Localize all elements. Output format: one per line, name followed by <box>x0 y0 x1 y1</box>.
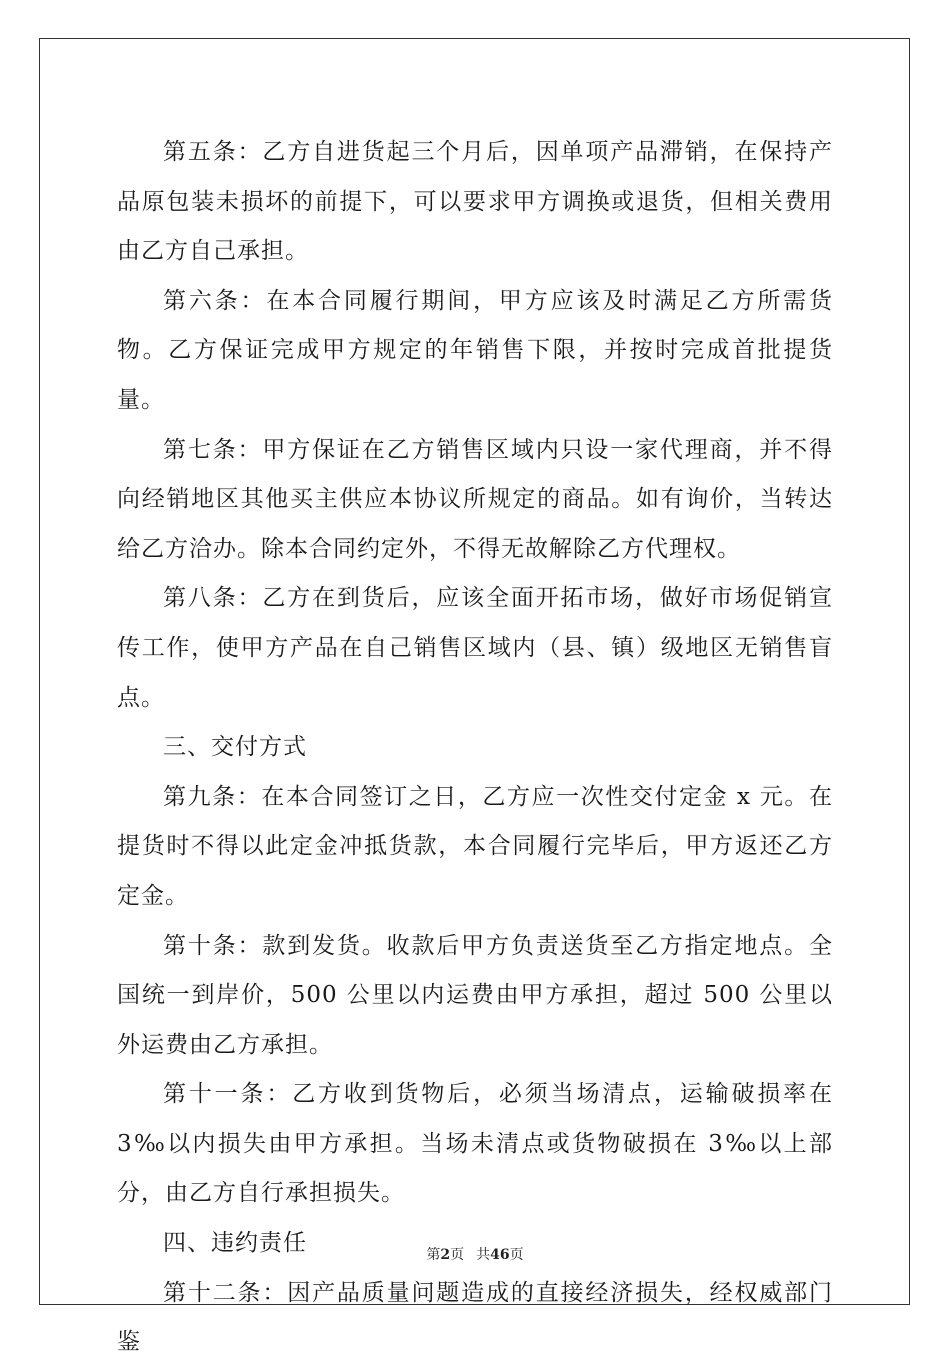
section-heading-liability: 四、违约责任 <box>163 1230 307 1257</box>
paragraph-article-11: 第十一条：乙方收到货物后，必须当场清点，运输破损率在 3‰以内损失由甲方承担。当场未清点或货物破损在 3‰以上部分，由乙方自行承担损失。 <box>117 1081 833 1207</box>
total-prefix: 共 <box>476 1247 491 1263</box>
paragraph-article-9: 第九条：在本合同签订之日，乙方应一次性交付定金 x 元。在提货时不得以此定金冲抵货款，本合同履行完毕后，甲方返还乙方定金。 <box>117 783 833 909</box>
page-footer <box>0 1246 950 1264</box>
page-current: 2 <box>440 1247 451 1263</box>
page-suffix: 页 <box>450 1247 465 1263</box>
paragraph-article-12: 第十二条：因产品质量问题造成的直接经济损失，经权威部门鉴 <box>117 1279 833 1356</box>
section-heading-delivery: 三、交付方式 <box>163 734 307 761</box>
paragraph-article-7: 第七条：甲方保证在乙方销售区域内只设一家代理商，并不得向经销地区其他买主供应本协议所规定的商品。如有询价，当转达给乙方洽办。除本合同约定外，不得无故解除乙方代理权。 <box>117 436 833 562</box>
total-suffix: 页 <box>509 1247 524 1263</box>
page-prefix: 第 <box>426 1247 441 1263</box>
paragraph-article-5: 第五条：乙方自进货起三个月后，因单项产品滞销，在保持产品原包装未损坏的前提下，可以要求甲方调换或退货，但相关费用由乙方自己承担。 <box>117 139 833 265</box>
paragraph-article-10: 第十条：款到发货。收款后甲方负责送货至乙方指定地点。全国统一到岸价，500 公里以内运费由甲方承担，超过 500 公里以外运费由乙方承担。 <box>117 932 833 1058</box>
paragraph-article-6: 第六条：在本合同履行期间，甲方应该及时满足乙方所需货物。乙方保证完成甲方规定的年销售下限，并按时完成首批提货量。 <box>117 287 833 413</box>
page-total: 46 <box>490 1247 510 1263</box>
paragraph-article-8: 第八条：乙方在到货后，应该全面开拓市场，做好市场促销宣传工作，使甲方产品在自己销售区域内（县、镇）级地区无销售盲点。 <box>117 585 833 711</box>
document-body <box>117 128 833 1368</box>
